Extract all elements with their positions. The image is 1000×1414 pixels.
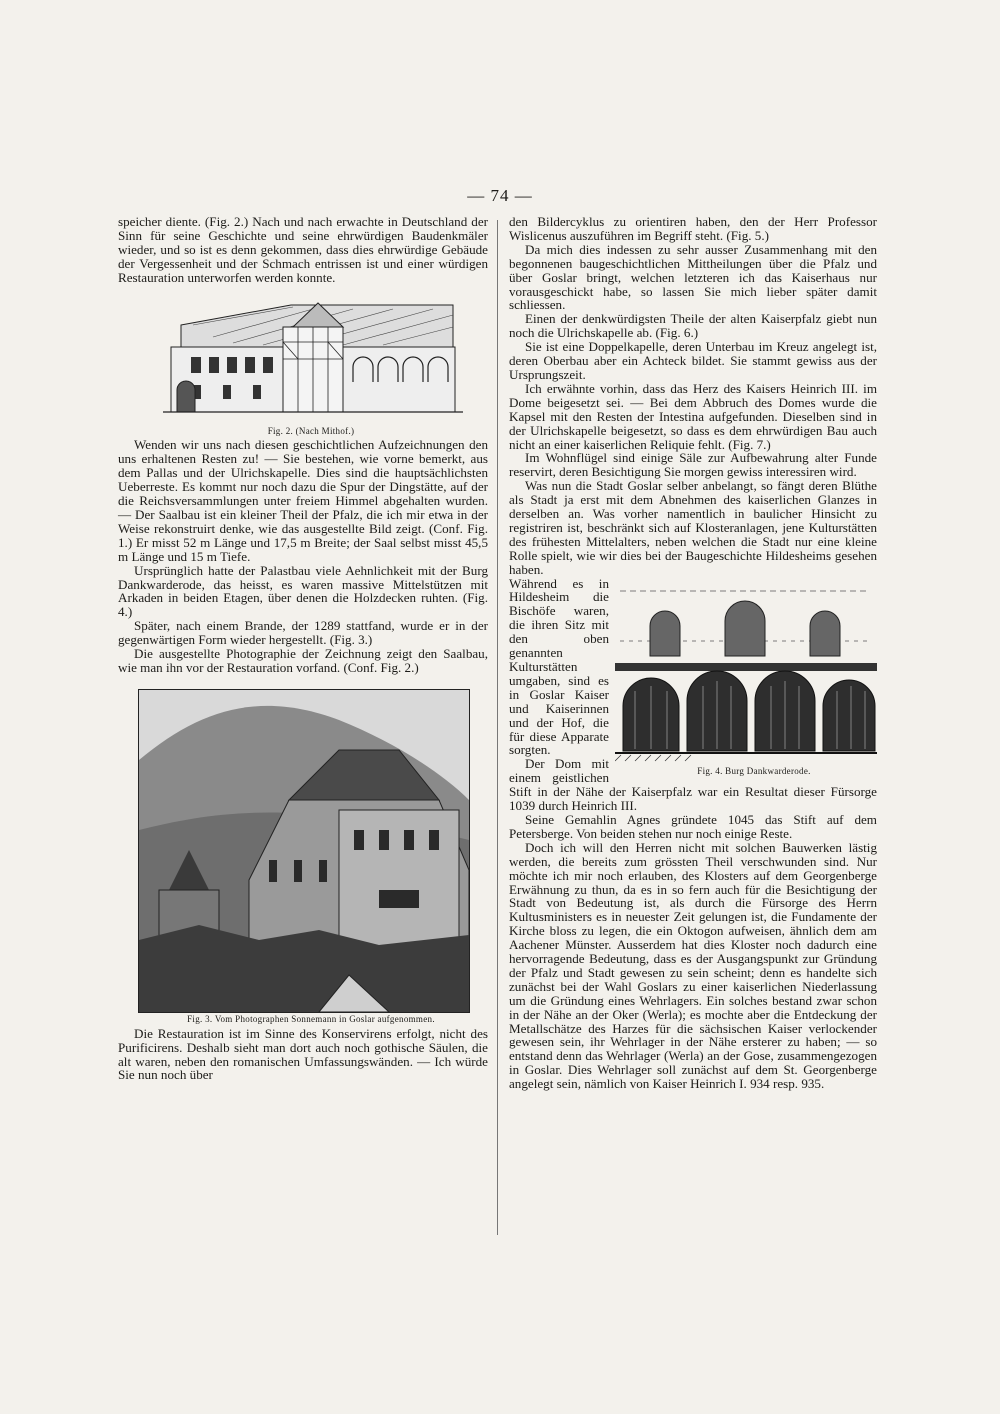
paragraph: Später, nach einem Brande, der 1289 stattfand, wurde er in der gegenwärtigen Form wieder hergestellt. (Fig. 3.) xyxy=(118,618,488,648)
figure-4-caption: Fig. 4. Burg Dankwarderode. xyxy=(697,765,811,776)
paragraph: Einen der denkwürdigsten Theile der alten Kaiserpfalz giebt nun noch die Ulrichskapelle ab. (Fig. 6.) xyxy=(509,311,877,341)
paragraph: Im Wohnflügel sind einige Säle zur Aufbewahrung alter Funde reservirt, deren Besichtigung Sie morgen gewiss interessiren wird. xyxy=(509,450,877,480)
paragraph: Sie ist eine Doppelkapelle, deren Unterbau im Kreuz angelegt ist, deren Oberbau aber ein Achteck bildet. Sie stammt gewiss aus der Ursprungszeit. xyxy=(509,339,877,382)
left-column xyxy=(118,215,488,1082)
paragraph: Wenden wir uns nach diesen geschichtlichen Aufzeichnungen den uns erhaltenen Resten zu! — Sie bestehen, wie vorne bemerkt, aus dem Pallas und der Ulrichskapelle. Dies sind die hauptsächlichsten Ueberreste. Es kommt nur noch dazu die Spur der Dingstätte, auf der die Reichsversammlungen unter freiem Himmel abgehalten wurden. — Der Saalbau ist ein kleiner Theil der Pfalz, die ich mir etwa in der Weise rekonstruirt denke, wie das ausgestellte Bild zeigt. (Conf. Fig. 1.) Er misst 52 m Länge und 17,5 m Breite; der Saal selbst misst 45,5 m Länge und 15 m Tiefe. xyxy=(118,437,488,564)
paragraph: Der Dom mit einem geistlichen Stift in der Nähe der Kaiserpfalz war ein Resultat dieser Fürsorge 1039 durch Heinrich III. xyxy=(509,756,877,814)
figure-3-caption: Fig. 3. Vom Photographen Sonnemann in Goslar aufgenommen. xyxy=(187,1013,435,1024)
paragraph: Ich erwähnte vorhin, dass das Herz des Kaisers Heinrich III. im Dome beigesetzt sei. — Bei dem Abbruch des Domes wurde die Kapsel mit den Resten der Intestina aufgefunden. Dieselben sind in der Ulrichskapelle beigesetzt, so dass es dem ehrwürdigen Bau auch nicht an einer kaiserlichen Reliquie fehlt. (Fig. 7.) xyxy=(509,380,877,452)
figure-2-caption: Fig. 2. (Nach Mithof.) xyxy=(267,425,355,436)
paragraph: Seine Gemahlin Agnes gründete 1045 das Stift auf dem Petersberge. Von beiden stehen nur noch einige Reste. xyxy=(509,811,877,841)
right-column xyxy=(509,215,877,1091)
page-number: — 74 — xyxy=(467,186,533,205)
column-divider xyxy=(497,220,498,1235)
paragraph: Die ausgestellte Photographie der Zeichnung zeigt den Saalbau, wie man ihn vor der Restauration vorfand. (Conf. Fig. 2.) xyxy=(118,646,488,675)
figure-4-drawing xyxy=(615,581,877,765)
paragraph: Was nun die Stadt Goslar selber anbelangt, so fängt deren Blüthe als Stadt ja erst mit dem Abnehmen des kaiserlichen Glanzes in derselben an. Was vorher namentlich in baulicher Hinsicht zu registriren ist, beschränkt sich auf Klosteranlagen, jene Kulturstätten des frühesten Mittelalters, neben welchen die Stadt nur eine kleine Rolle spielt, wie wir dies bei der Baugeschichte Hildesheims gesehen haben. xyxy=(509,478,877,577)
figure-2-drawing xyxy=(163,297,463,425)
paragraph: Da mich dies indessen zu sehr ausser Zusammenhang mit den begonnenen baugeschichtlichen Mittheilungen über die Pfalz und über Goslar bringt, welchen letzteren ich das Kaiserhaus nur vorausgeschickt habe, so lassen Sie mich lieber später damit schliessen. xyxy=(509,241,877,313)
paragraph: Die Restauration ist im Sinne des Konservirens erfolgt, nicht des Purificirens. Deshalb sieht man dort auch noch gothische Säulen, die alt waren, neben den romanischen Umfassungswänden. — Ich würde Sie nun noch über xyxy=(118,1025,488,1083)
figure-3-photograph xyxy=(138,689,470,1013)
paragraph: Ursprünglich hatte der Palastbau viele Aehnlichkeit mit der Burg Dankwarderode, das heisst, es waren massive Mittelstützen mit Arkaden in beiden Etagen, über denen die Holzdecken ruhten. (Fig. 4.) xyxy=(118,562,488,620)
paragraph: Doch ich will den Herren nicht mit solchen Bauwerken lästig werden, die bereits zum grössten Theil verschwunden sind. Nur möchte ich mir noch erlauben, des Klosters auf dem Georgenberge Erwähnung zu thun, da es in so fern auch für die Besichtigung der Stadt von Bedeutung ist, als durch die Fürsorge des Herrn Kultusministers es in neuester Zeit gelungen ist, die Fundamente der Kirche bloss zu legen, die ein Oktogon aufweisen, ähnlich dem am Aachener Münster. Ausserdem hat dies Kloster noch dadurch eine hervorragende Bedeutung, dass es der Ausgangspunkt zur Gründung der Pfalz und Stadt gewesen zu sein scheint; denn es handelte sich zunächst bei der Wahl Goslars zu einer kaiserlichen Niederlassung um die Gründung eines Wehrlagers. Ein solches bestand zwar schon in der Nähe an der Oker (Werla); es mochte aber die Entdeckung der Metallschätze des Harzes für die sächsischen Kaiser verlockender gewesen sein, ihr Wehrlager in der Nähe ersterer zu haben; — so entstand denn das Wehrlager (Werla) an der Gose, zusammengezogen in Goslar. Dies Wehrlager soll zunächst auf dem St. Georgenberge angelegt sein, nämlich von Kaiser Heinrich I. 934 resp. 935. xyxy=(509,839,877,1092)
paragraph: den Bildercyklus zu orientiren haben, den der Herr Professor Wislicenus auszuführen im Begriff steht. (Fig. 5.) xyxy=(509,214,877,243)
paragraph: speicher diente. (Fig. 2.) Nach und nach erwachte in Deutschland der Sinn für seine Geschichte und seine ehrwürdigen Baudenkmäler wieder, und so ist es denn gekommen, dass dies ehrwürdige Gebäude der Vergessenheit und der Schmach entrissen ist und einer würdigen Restauration unterworfen werden konnte. xyxy=(118,214,488,285)
figure-4 xyxy=(615,581,877,779)
paragraph: Während es in Hildesheim die Bischöfe waren, die ihren Sitz mit den oben genannten Kulturstätten umgaben, sind es in Goslar Kaiser und Kaiserinnen und der Hof, die für diese Apparate sorgten. xyxy=(509,575,609,758)
